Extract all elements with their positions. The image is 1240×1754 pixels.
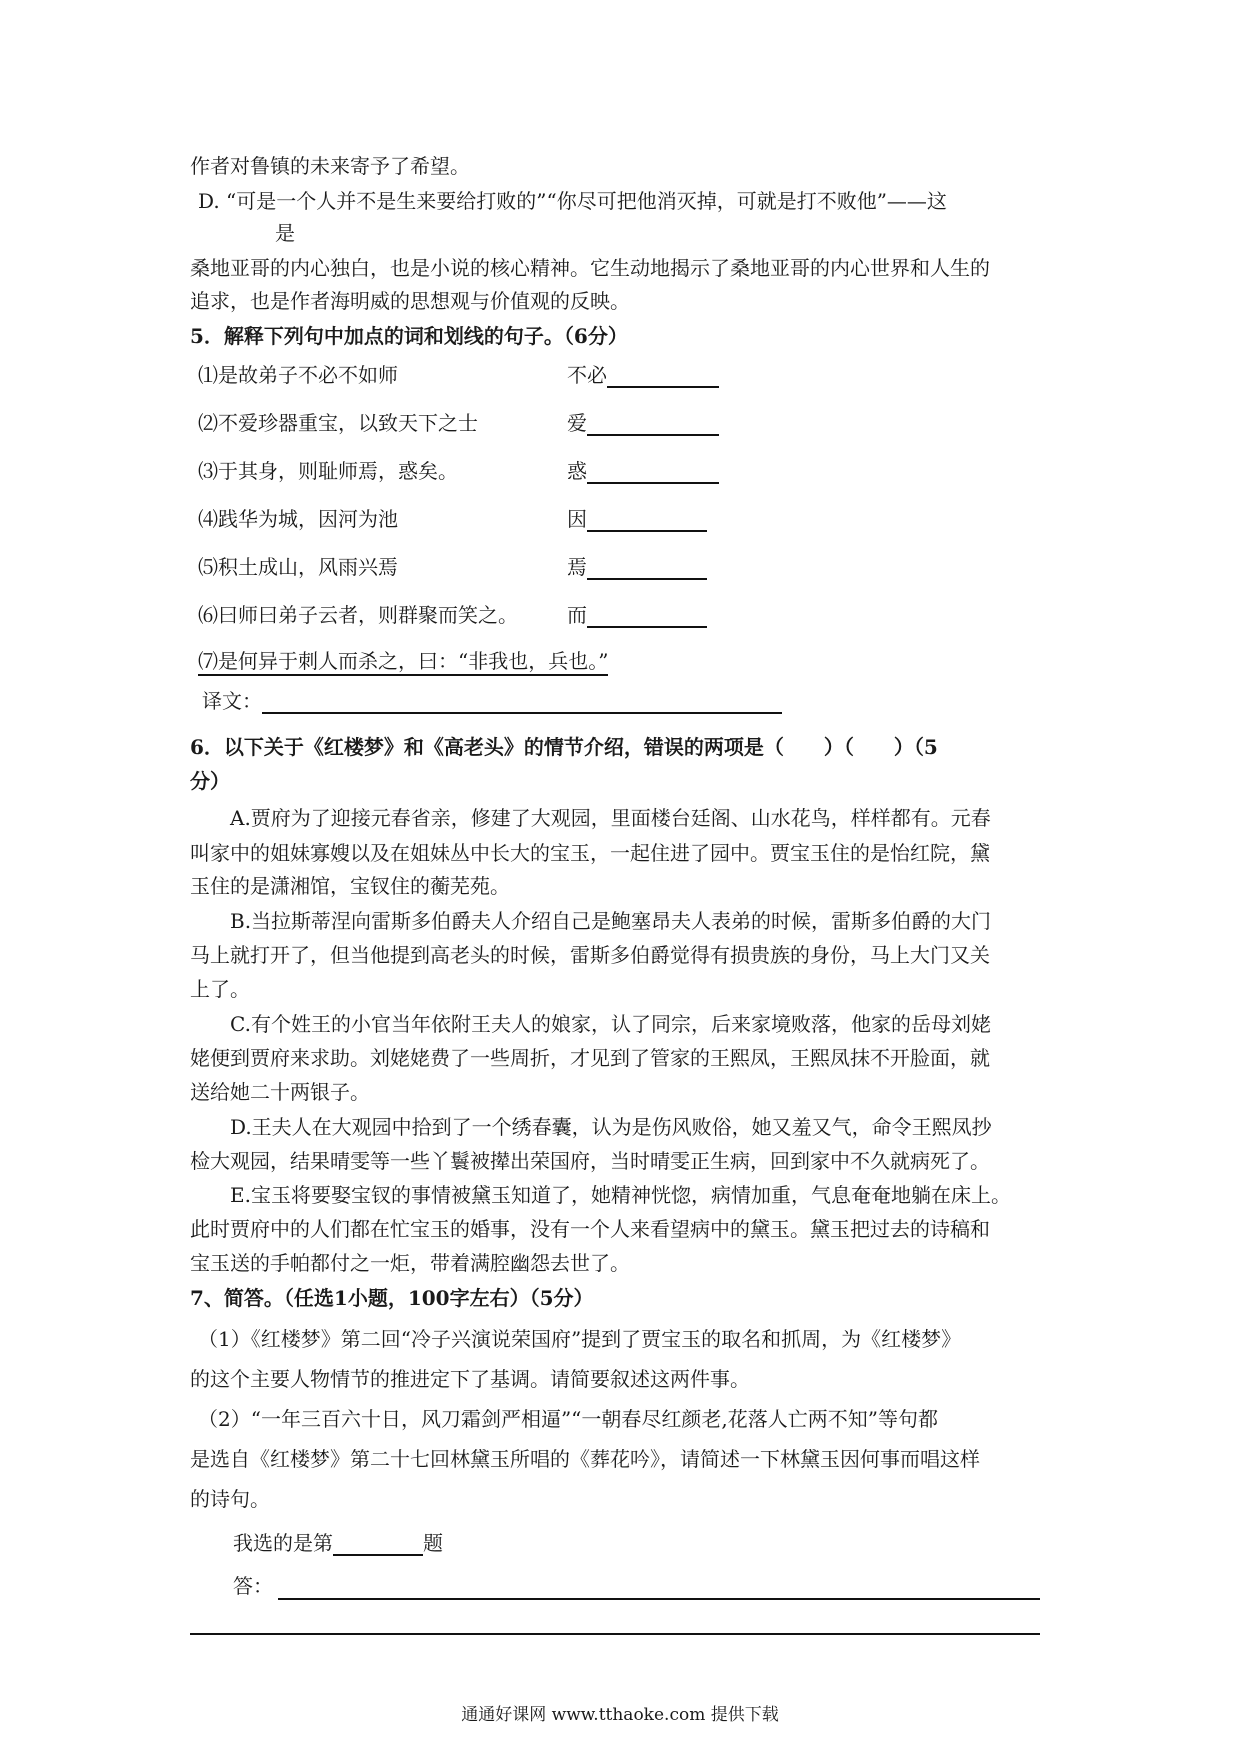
answer-line[interactable]	[190, 1633, 1040, 1635]
q5-translation	[202, 688, 782, 714]
q5-sentence-5: ⑸积土成山，风雨兴焉	[198, 555, 398, 579]
q7-prompt-2: 是选自《红楼梦》第二十七回林黛玉所唱的《葬花吟》，请简述一下林黛玉因何事而唱这样	[190, 1447, 980, 1471]
option-d-wrap: 是	[275, 221, 295, 245]
answer-blank[interactable]	[607, 364, 719, 388]
q7-prompt-2: 的诗句。	[190, 1487, 270, 1511]
translation-blank[interactable]	[262, 690, 782, 714]
q5-word-5: 焉	[567, 555, 587, 579]
option-a-line: 叫家中的姐妹寡嫂以及在姐妹丛中长大的宝玉，一起住进了园中。贾宝玉住的是怡红院，黛	[190, 841, 990, 865]
option-d-line: 桑地亚哥的内心独白，也是小说的核心精神。它生动地揭示了桑地亚哥的内心世界和人生的	[190, 256, 990, 280]
q5-underlined-sentence: ⑺是何异于刺人而杀之，曰：“非我也，兵也。”	[198, 649, 608, 676]
option-c-line: 姥便到贾府来求助。刘姥姥费了一些周折，才见到了管家的王熙凤，王熙凤抹不开脸面，就	[190, 1046, 990, 1070]
q5-answer-3	[567, 458, 719, 484]
q5-word-3: 惑	[567, 459, 587, 483]
choice-blank[interactable]	[333, 1532, 423, 1556]
q5-word-6: 而	[567, 603, 587, 627]
option-a-line: 玉住的是潇湘馆，宝钗住的蘅芜苑。	[190, 874, 510, 898]
option-b-line: B.当拉斯蒂涅向雷斯多伯爵夫人介绍自己是鲍塞昂夫人表弟的时候，雷斯多伯爵的大门	[230, 909, 992, 933]
option-d-line: D.王夫人在大观园中拾到了一个绣春囊，认为是伤风败俗，她又羞又气，命令王熙凤抄	[230, 1115, 992, 1139]
option-e-line: 此时贾府中的人们都在忙宝玉的婚事，没有一个人来看望病中的黛玉。黛玉把过去的诗稿和	[190, 1217, 990, 1241]
q5-answer-6	[567, 602, 707, 628]
q5-word-1: 不必	[567, 363, 607, 387]
q5-sentence-1: ⑴是故弟子不必不如师	[198, 363, 398, 387]
option-b-line: 上了。	[190, 977, 250, 1001]
option-a-line: A.贾府为了迎接元春省亲，修建了大观园，里面楼台廷阁、山水花鸟，样样都有。元春	[230, 806, 991, 830]
choice-prefix: 我选的是第	[233, 1531, 333, 1555]
question-5-heading: 5．解释下列句中加点的词和划线的句子。（6分）	[190, 324, 628, 348]
q7-answer	[233, 1573, 273, 1599]
translation-label: 译文：	[202, 689, 262, 713]
question-6-heading-wrap: 分）	[190, 769, 230, 793]
q5-sentence-4: ⑷践华为城，因河为池	[198, 507, 398, 531]
q7-prompt-2: （2）“一年三百六十日，风刀霜剑严相逼”“一朝春尽红颜老,花落人亡两不知”等句都	[198, 1407, 938, 1431]
answer-line[interactable]	[278, 1598, 1040, 1600]
option-d-line: D. “可是一个人并不是生来要给打败的”“你尽可把他消灭掉，可就是打不败他”——这	[198, 189, 947, 213]
q7-prompt-1: 的这个主要人物情节的推进定下了基调。请简要叙述这两件事。	[190, 1367, 750, 1391]
q5-sentence-3: ⑶于其身，则耻师焉，惑矣。	[198, 459, 458, 483]
answer-label: 答：	[233, 1574, 273, 1598]
answer-blank[interactable]	[587, 460, 719, 484]
page-footer: 通通好课网 www.tthaoke.com 提供下载	[461, 1705, 779, 1725]
option-d-line: 检大观园，结果晴雯等一些丫鬟被撵出荣国府，当时晴雯正生病，回到家中不久就病死了。	[190, 1149, 990, 1173]
answer-blank[interactable]	[587, 412, 719, 436]
answer-blank[interactable]	[587, 556, 707, 580]
question-7-heading: 7、简答。（任选1小题，100字左右）（5分）	[190, 1286, 594, 1310]
q7-prompt-1: （1）《红楼梦》第二回“冷子兴演说荣国府”提到了贾宝玉的取名和抓周，为《红楼梦》	[198, 1327, 962, 1351]
option-c-tail: 作者对鲁镇的未来寄予了希望。	[190, 154, 470, 178]
choice-suffix: 题	[423, 1531, 443, 1555]
option-e-line: E.宝玉将要娶宝钗的事情被黛玉知道了，她精神恍惚，病情加重，气息奄奄地躺在床上。	[230, 1183, 1011, 1207]
option-c-line: 送给她二十两银子。	[190, 1080, 370, 1104]
q5-answer-4	[567, 506, 707, 532]
q5-answer-5	[567, 554, 707, 580]
option-e-line: 宝玉送的手帕都付之一炬，带着满腔幽怨去世了。	[190, 1251, 630, 1275]
q5-sentence-6: ⑹曰师曰弟子云者，则群聚而笑之。	[198, 603, 518, 627]
q5-sentence-7	[198, 648, 608, 674]
q5-sentence-2: ⑵不爱珍器重宝，以致天下之士	[198, 411, 478, 435]
answer-blank[interactable]	[587, 508, 707, 532]
q5-word-2: 爱	[567, 411, 587, 435]
option-d-line: 追求，也是作者海明威的思想观与价值观的反映。	[190, 289, 630, 313]
option-c-line: C.有个姓王的小官当年依附王夫人的娘家，认了同宗，后来家境败落，他家的岳母刘姥	[230, 1012, 991, 1036]
answer-blank[interactable]	[587, 604, 707, 628]
q5-word-4: 因	[567, 507, 587, 531]
q7-choice	[233, 1530, 443, 1556]
q5-answer-1	[567, 362, 719, 388]
question-6-heading: 6．以下关于《红楼梦》和《高老头》的情节介绍，错误的两项是（ ）（ ）（5	[190, 735, 938, 759]
option-b-line: 马上就打开了，但当他提到高老头的时候，雷斯多伯爵觉得有损贵族的身份，马上大门又关	[190, 943, 990, 967]
q5-answer-2	[567, 410, 719, 436]
